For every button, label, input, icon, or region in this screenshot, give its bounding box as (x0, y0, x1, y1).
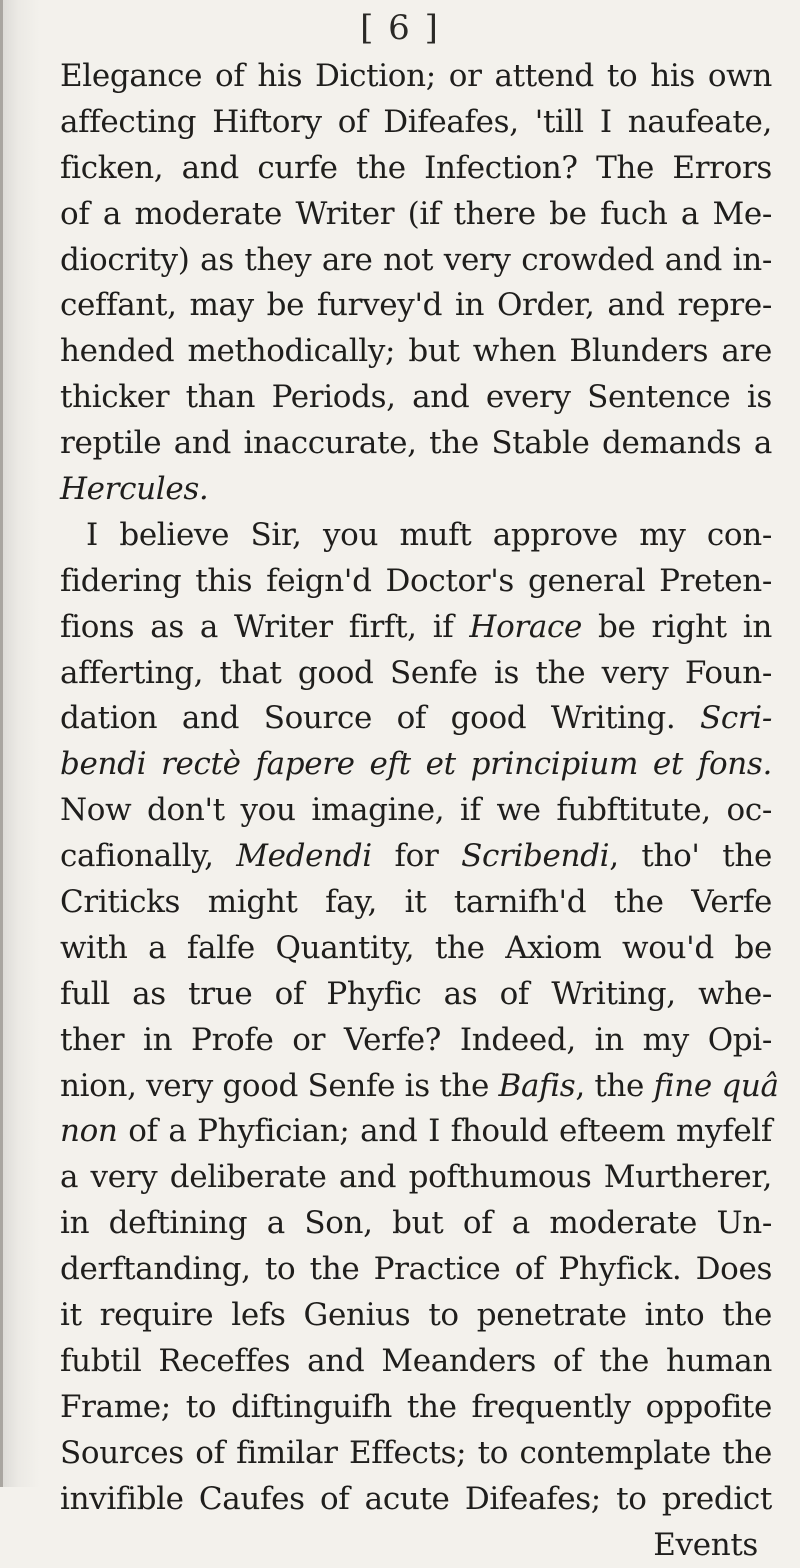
italic-text: Scribendi (461, 838, 609, 874)
text-segment: diocrity) as they are not very crowded and in- (60, 242, 772, 278)
page-number: [ 6 ] (0, 6, 800, 50)
italic-text: Scri- (700, 700, 772, 736)
text-segment: for (372, 838, 461, 874)
page-edge-shadow (0, 0, 3, 1487)
text-line (60, 880, 772, 926)
text-segment: , tho' the (609, 838, 772, 874)
text-segment: of a moderate Writer (if there be fuch a Me- (60, 196, 772, 232)
text-line (60, 1477, 772, 1523)
text-line (60, 1064, 772, 1110)
text-segment: reptile and inaccurate, the Stable demands a (60, 425, 772, 461)
text-segment: of a Phyfician; and I fhould efteem myfelf (118, 1113, 772, 1149)
text-line (60, 1247, 772, 1293)
catchword (60, 1523, 772, 1568)
text-segment: nion, very good Senfe is the (60, 1068, 499, 1104)
text-segment: Now don't you imagine, if we fubftitute, oc- (60, 792, 772, 828)
text-line (60, 926, 772, 972)
body-text (60, 54, 772, 1568)
text-segment: Elegance of his Diction; or attend to his own (60, 58, 772, 94)
text-segment: affecting Hiftory of Difeafes, 'till I naufeate, (60, 104, 772, 140)
italic-text: Hercules. (60, 471, 208, 507)
text-segment: ther in Profe or Verfe? Indeed, in my Opi- (60, 1022, 772, 1058)
text-segment: a very deliberate and pofthumous Murtherer, (60, 1159, 772, 1195)
text-line (60, 1201, 772, 1247)
text-segment: be right in (582, 609, 772, 645)
text-line (60, 834, 772, 880)
text-segment: thicker than Periods, and every Sentence is (60, 379, 772, 415)
text-line (60, 605, 772, 651)
text-line (60, 238, 772, 284)
text-segment: full as true of Phyfic as of Writing, whe- (60, 976, 772, 1012)
text-line (60, 1339, 772, 1385)
text-line (60, 375, 772, 421)
text-segment: invifible Caufes of acute Difeafes; to predict (60, 1481, 772, 1517)
text-line (60, 283, 772, 329)
text-segment: cafionally, (60, 838, 236, 874)
text-line (60, 1109, 772, 1155)
text-line (60, 1293, 772, 1339)
text-line (60, 100, 772, 146)
text-line (60, 651, 772, 697)
text-segment: it require lefs Genius to penetrate into the (60, 1297, 772, 1333)
text-line (60, 788, 772, 834)
text-segment: I believe Sir, you muft approve my con- (86, 517, 772, 553)
text-line (60, 696, 772, 742)
text-line (60, 54, 772, 100)
text-segment: in deftining a Son, but of a moderate Un- (60, 1205, 772, 1241)
text-line (60, 972, 772, 1018)
text-line (60, 1385, 772, 1431)
text-segment: ceffant, may be furvey'd in Order, and repre- (60, 287, 772, 323)
text-segment: Criticks might fay, it tarnifh'd the Verfe (60, 884, 772, 920)
text-segment: Sources of fimilar Effects; to contemplate the (60, 1435, 772, 1471)
italic-text: bendi rectè fapere eft et principium et fons. (60, 746, 772, 782)
text-segment: fubtil Receffes and Meanders of the human (60, 1343, 772, 1379)
text-line (60, 559, 772, 605)
text-segment: , the (575, 1068, 653, 1104)
text-segment: Events (653, 1527, 758, 1563)
italic-text: Bafis (499, 1068, 576, 1104)
text-segment: derftanding, to the Practice of Phyfick. Does (60, 1251, 772, 1287)
italic-text: non (60, 1113, 118, 1149)
text-line (60, 742, 772, 788)
italic-text: fine quâ (654, 1068, 779, 1104)
text-segment: afferting, that good Senfe is the very Foun- (60, 655, 772, 691)
text-line (60, 421, 772, 467)
text-line (60, 1431, 772, 1477)
text-segment: ficken, and curfe the Infection? The Errors (60, 150, 772, 186)
text-line (60, 192, 772, 238)
italic-text: Horace (469, 609, 582, 645)
text-segment: with a falfe Quantity, the Axiom wou'd be (60, 930, 772, 966)
text-line (60, 146, 772, 192)
text-line (60, 1155, 772, 1201)
text-line (60, 513, 772, 559)
text-segment: dation and Source of good Writing. (60, 700, 700, 736)
italic-text: Medendi (236, 838, 372, 874)
text-segment: hended methodically; but when Blunders are (60, 333, 772, 369)
text-segment: fidering this feign'd Doctor's general Preten- (60, 563, 772, 599)
text-line (60, 329, 772, 375)
text-segment: fions as a Writer firft, if (60, 609, 469, 645)
text-segment: Frame; to diftinguifh the frequently oppofite (60, 1389, 772, 1425)
text-line (60, 467, 772, 513)
text-line (60, 1018, 772, 1064)
